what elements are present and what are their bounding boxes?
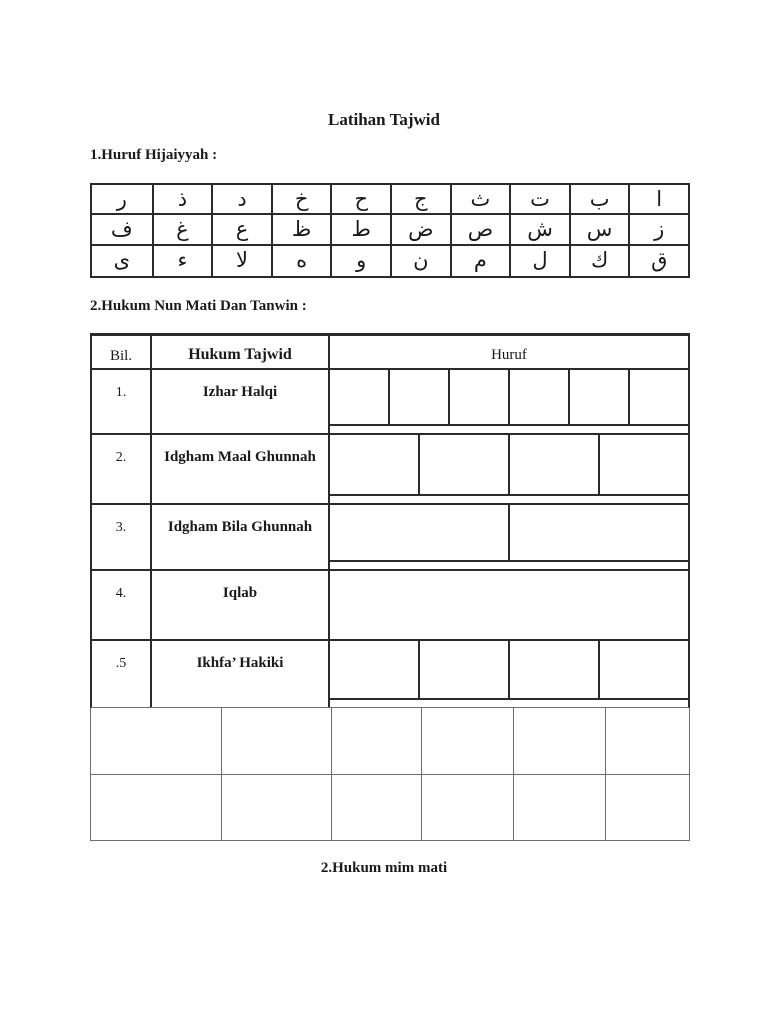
huruf-answer-box — [330, 505, 510, 560]
hijaiyyah-letter-cell: ه — [271, 246, 331, 276]
hijaiyyah-letter-cell: ى — [113, 248, 131, 273]
empty-grid-cell — [514, 708, 606, 774]
hijaiyyah-letter-cell: ث — [450, 185, 510, 215]
huruf-answer-box — [630, 370, 688, 424]
hijaiyyah-letter-cell: ق — [628, 246, 688, 276]
huruf-answer-box — [510, 370, 570, 424]
hijaiyyah-letter-cell: س — [569, 215, 629, 245]
hijaiyyah-letter-cell: ع — [211, 215, 271, 245]
huruf-answer-area — [330, 370, 688, 433]
huruf-box-row — [330, 370, 688, 426]
hijaiyyah-letter-cell: ج — [390, 185, 450, 215]
header-hukum: Hukum Tajwid — [152, 336, 330, 368]
hijaiyyah-letter-cell: ظ — [271, 215, 331, 245]
hijaiyyah-letter-cell: ز — [628, 215, 688, 245]
hijaiyyah-letter-cell: ء — [152, 246, 212, 276]
page-title: Latihan Tajwid — [328, 110, 440, 129]
huruf-answer-box — [570, 370, 630, 424]
tajwid-header-row — [90, 333, 690, 370]
huruf-answer-area — [330, 435, 688, 503]
hijaiyyah-letter-cell: ك — [569, 246, 629, 276]
hijaiyyah-letter-cell: ص — [450, 215, 510, 245]
hijaiyyah-letter-cell: لا — [211, 246, 271, 276]
hijaiyyah-letter-cell: ط — [330, 215, 390, 245]
hijaiyyah-letter-cell: ل — [509, 246, 569, 276]
tajwid-table — [90, 333, 690, 841]
empty-grid-cell — [422, 708, 514, 774]
hijaiyyah-letter-cell: ض — [390, 215, 450, 245]
footer-heading: 2.Hukum mim mati — [320, 860, 448, 876]
row-number: 3. — [92, 505, 152, 569]
section2-heading: 2.Hukum Nun Mati Dan Tanwin : — [90, 298, 307, 314]
huruf-answer-box — [510, 641, 600, 698]
hijaiyyah-letter-cell: خ — [271, 185, 331, 215]
hijaiyyah-letter-cell: ح — [330, 185, 390, 215]
tajwid-row — [90, 370, 690, 435]
huruf-box-row — [330, 505, 688, 562]
empty-grid-cell — [222, 775, 332, 840]
hijaiyyah-letter-cell: د — [211, 185, 271, 215]
tajwid-row — [90, 435, 690, 505]
huruf-answer-area — [330, 505, 688, 569]
hijaiyyah-letter-cell: ش — [509, 215, 569, 245]
huruf-box-row — [330, 641, 688, 700]
rule-name: Iqlab — [152, 571, 330, 639]
section1-heading: 1.Huruf Hijaiyyah : — [90, 147, 218, 163]
huruf-answer-box — [390, 370, 450, 424]
empty-grid-cell — [514, 775, 606, 840]
rule-name: Izhar Halqi — [152, 370, 330, 433]
hijaiyyah-letter-cell: ا — [628, 185, 688, 215]
huruf-answer-box — [600, 435, 688, 494]
huruf-box-row — [330, 435, 688, 496]
row-number: 1. — [92, 370, 152, 433]
huruf-answer-box — [330, 435, 420, 494]
empty-grid-row — [90, 775, 690, 841]
rule-name: Idgham Maal Ghunnah — [152, 435, 330, 503]
row-number: .5 — [92, 641, 152, 707]
empty-grid-cell — [422, 775, 514, 840]
header-huruf: Huruf — [491, 347, 527, 363]
huruf-answer-box — [420, 641, 510, 698]
hijaiyyah-letter-cell: ت — [509, 185, 569, 215]
empty-grid-cell — [332, 708, 422, 774]
empty-grid-cell — [91, 708, 222, 774]
huruf-answer-area — [330, 571, 688, 639]
hijaiyyah-letter-cell: م — [450, 246, 510, 276]
empty-grid-cell — [332, 775, 422, 840]
hijaiyyah-letter-cell: ف — [92, 215, 152, 245]
huruf-answer-box — [330, 370, 390, 424]
rule-name: Ikhfa’ Hakiki — [152, 641, 330, 707]
empty-grid-cell — [606, 775, 689, 840]
tajwid-row — [90, 505, 690, 571]
empty-grid-cell — [222, 708, 332, 774]
hijaiyyah-letter-cell: ب — [569, 185, 629, 215]
tajwid-row — [90, 641, 690, 708]
empty-grid-row — [90, 708, 690, 775]
huruf-answer-box — [450, 370, 510, 424]
hijaiyyah-letter-cell: و — [330, 246, 390, 276]
hijaiyyah-letter-cell: ر — [92, 185, 152, 215]
huruf-answer-box — [510, 505, 688, 560]
huruf-answer-box — [510, 435, 600, 494]
huruf-answer-box — [600, 641, 688, 698]
hijaiyyah-letter-cell: غ — [152, 215, 212, 245]
hijaiyyah-letter-cell: ن — [390, 246, 450, 276]
rule-name: Idgham Bila Ghunnah — [152, 505, 330, 569]
huruf-answer-area — [330, 641, 688, 707]
header-bil: Bil. — [92, 336, 152, 368]
tajwid-row — [90, 571, 690, 641]
huruf-answer-box — [330, 641, 420, 698]
empty-grid-cell — [606, 708, 689, 774]
row-number: 2. — [92, 435, 152, 503]
empty-grid-cell — [91, 775, 222, 840]
hijaiyyah-table — [90, 183, 690, 278]
huruf-answer-box — [420, 435, 510, 494]
row-number: 4. — [92, 571, 152, 639]
hijaiyyah-letter-cell: ذ — [152, 185, 212, 215]
